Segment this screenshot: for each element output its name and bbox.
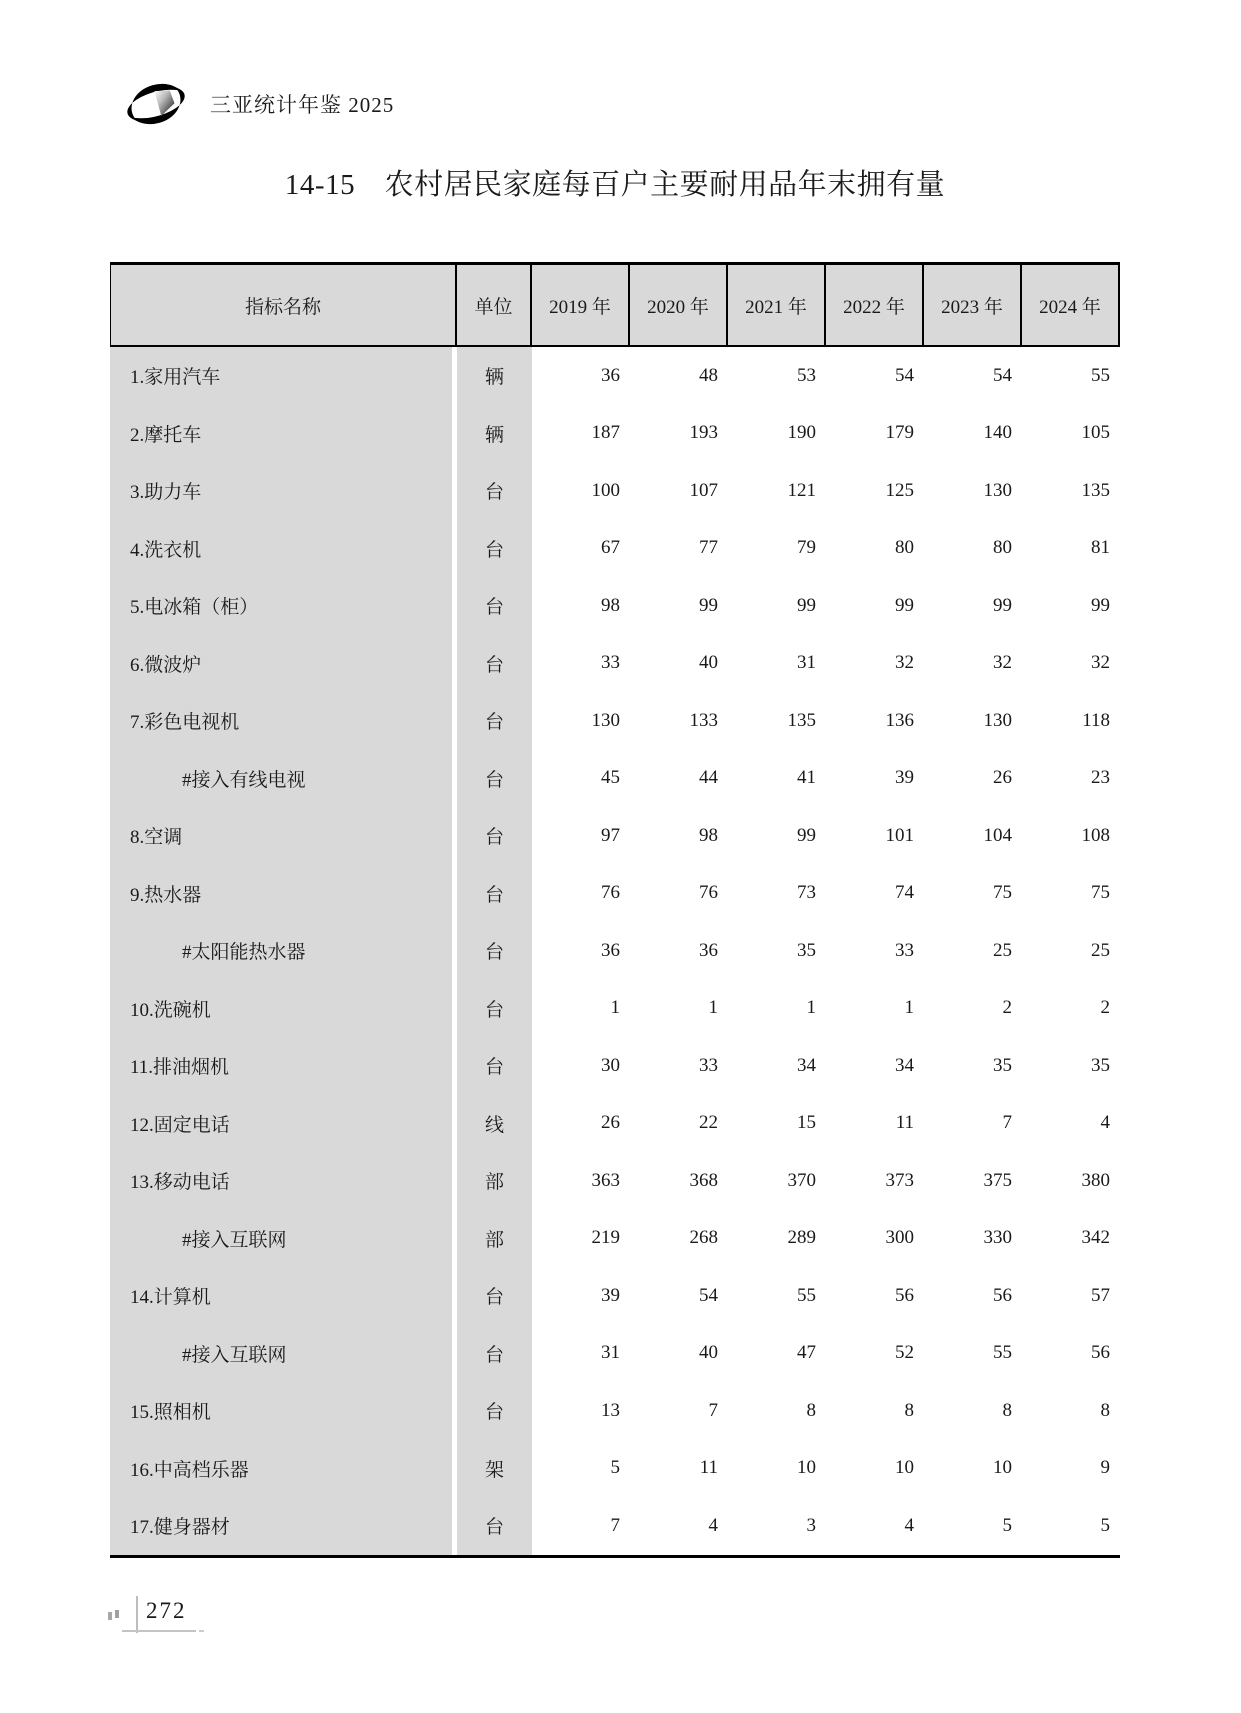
value-cell: 105 xyxy=(1081,422,1110,444)
indicator-cell: 7.彩色电视机 xyxy=(110,692,457,750)
value-cell: 97 xyxy=(601,824,620,846)
table-row xyxy=(110,750,1120,808)
value-cell: 15 xyxy=(797,1112,816,1134)
value-cell: 330 xyxy=(983,1227,1012,1249)
value-cell: 53 xyxy=(797,364,816,386)
unit-cell: 台 xyxy=(457,1382,532,1440)
indicator-cell: 15.照相机 xyxy=(110,1382,457,1440)
value-cell: 55 xyxy=(797,1284,816,1306)
unit-cell: 台 xyxy=(457,577,532,635)
table-row xyxy=(110,922,1120,980)
table-row xyxy=(110,980,1120,1038)
column-header-year: 2024 年 xyxy=(1022,262,1120,347)
value-cell: 8 xyxy=(1100,1399,1110,1421)
crop-mark-dash xyxy=(199,1630,204,1632)
value-cell: 300 xyxy=(885,1227,914,1249)
value-cell: 75 xyxy=(1091,882,1110,904)
column-header-year: 2023 年 xyxy=(924,262,1022,347)
unit-cell: 台 xyxy=(457,980,532,1038)
value-cell: 108 xyxy=(1081,824,1110,846)
unit-cell: 台 xyxy=(457,1037,532,1095)
value-cell: 179 xyxy=(885,422,914,444)
value-cell: 36 xyxy=(601,939,620,961)
table-row xyxy=(110,1325,1120,1383)
unit-cell: 台 xyxy=(457,635,532,693)
value-cell: 1 xyxy=(610,997,620,1019)
table-row xyxy=(110,462,1120,520)
value-cell: 57 xyxy=(1091,1284,1110,1306)
indicator-cell: #接入互联网 xyxy=(110,1325,457,1383)
value-cell: 35 xyxy=(1091,1054,1110,1076)
indicator-cell: 6.微波炉 xyxy=(110,635,457,693)
indicator-cell: 3.助力车 xyxy=(110,462,457,520)
value-cell: 48 xyxy=(699,364,718,386)
unit-cell: 部 xyxy=(457,1210,532,1268)
unit-cell: 台 xyxy=(457,922,532,980)
table-row xyxy=(110,520,1120,578)
indicator-cell: 8.空调 xyxy=(110,807,457,865)
table-row xyxy=(110,1095,1120,1153)
indicator-cell: #接入互联网 xyxy=(110,1210,457,1268)
value-cell: 40 xyxy=(699,1342,718,1364)
value-cell: 268 xyxy=(689,1227,718,1249)
value-cell: 76 xyxy=(699,882,718,904)
value-cell: 219 xyxy=(591,1227,620,1249)
value-cell: 81 xyxy=(1091,537,1110,559)
value-cell: 99 xyxy=(1091,594,1110,616)
value-cell: 33 xyxy=(601,652,620,674)
indicator-cell: 2.摩托车 xyxy=(110,405,457,463)
value-cell: 26 xyxy=(993,767,1012,789)
value-cell: 55 xyxy=(993,1342,1012,1364)
table-row xyxy=(110,347,1120,405)
value-cell: 136 xyxy=(885,709,914,731)
value-cell: 35 xyxy=(993,1054,1012,1076)
value-cell: 11 xyxy=(895,1112,914,1134)
value-cell: 380 xyxy=(1081,1169,1110,1191)
value-cell: 1 xyxy=(708,997,718,1019)
indicator-cell: #太阳能热水器 xyxy=(110,922,457,980)
indicator-cell: 4.洗衣机 xyxy=(110,520,457,578)
unit-cell: 线 xyxy=(457,1095,532,1153)
value-cell: 4 xyxy=(1100,1112,1110,1134)
page-title: 14-15 农村居民家庭每百户主要耐用品年末拥有量 xyxy=(284,169,946,201)
value-cell: 55 xyxy=(1091,364,1110,386)
value-cell: 3 xyxy=(806,1514,816,1536)
table-row xyxy=(110,577,1120,635)
value-cell: 125 xyxy=(885,479,914,501)
value-cell: 77 xyxy=(699,537,718,559)
table-row xyxy=(110,692,1120,750)
value-cell: 289 xyxy=(787,1227,816,1249)
yearbook-logo-icon xyxy=(118,70,194,138)
value-cell: 342 xyxy=(1081,1227,1110,1249)
table-row xyxy=(110,1440,1120,1498)
value-cell: 56 xyxy=(1091,1342,1110,1364)
brand-title: 三亚统计年鉴 2025 xyxy=(210,93,395,117)
table-row xyxy=(110,635,1120,693)
value-cell: 99 xyxy=(895,594,914,616)
value-cell: 22 xyxy=(699,1112,718,1134)
unit-cell: 辆 xyxy=(457,405,532,463)
value-cell: 41 xyxy=(797,767,816,789)
value-cell: 31 xyxy=(797,652,816,674)
value-cell: 9 xyxy=(1100,1457,1110,1479)
value-cell: 1 xyxy=(806,997,816,1019)
unit-cell: 台 xyxy=(457,807,532,865)
value-cell: 74 xyxy=(895,882,914,904)
indicator-cell: 1.家用汽车 xyxy=(110,347,457,405)
value-cell: 8 xyxy=(904,1399,914,1421)
value-cell: 33 xyxy=(699,1054,718,1076)
value-cell: 1 xyxy=(904,997,914,1019)
value-cell: 101 xyxy=(885,824,914,846)
value-cell: 11 xyxy=(699,1457,718,1479)
value-cell: 8 xyxy=(806,1399,816,1421)
column-header-year: 2019 年 xyxy=(532,262,630,347)
value-cell: 118 xyxy=(1082,709,1110,731)
value-cell: 135 xyxy=(1081,479,1110,501)
value-cell: 39 xyxy=(601,1284,620,1306)
value-cell: 370 xyxy=(787,1169,816,1191)
value-cell: 99 xyxy=(993,594,1012,616)
column-header-indicator: 指标名称 xyxy=(110,262,457,347)
unit-cell: 台 xyxy=(457,692,532,750)
durables-ownership-table xyxy=(110,262,1120,1558)
unit-cell: 台 xyxy=(457,1497,532,1555)
value-cell: 56 xyxy=(895,1284,914,1306)
value-cell: 363 xyxy=(591,1169,620,1191)
unit-cell: 辆 xyxy=(457,347,532,405)
column-header-unit: 单位 xyxy=(457,262,532,347)
value-cell: 67 xyxy=(601,537,620,559)
value-cell: 30 xyxy=(601,1054,620,1076)
value-cell: 130 xyxy=(983,709,1012,731)
table-header xyxy=(110,262,1120,347)
header-row xyxy=(110,262,1120,347)
value-cell: 99 xyxy=(699,594,718,616)
value-cell: 5 xyxy=(610,1457,620,1479)
value-cell: 187 xyxy=(591,422,620,444)
printer-registration-mark-icon xyxy=(108,1612,112,1620)
value-cell: 10 xyxy=(797,1457,816,1479)
indicator-cell: 13.移动电话 xyxy=(110,1152,457,1210)
indicator-cell: 11.排油烟机 xyxy=(110,1037,457,1095)
unit-cell: 台 xyxy=(457,750,532,808)
page-number: 272 xyxy=(146,1598,187,1623)
indicator-cell: 17.健身器材 xyxy=(110,1497,457,1555)
unit-cell: 台 xyxy=(457,865,532,923)
value-cell: 7 xyxy=(610,1514,620,1536)
unit-cell: 台 xyxy=(457,462,532,520)
value-cell: 33 xyxy=(895,939,914,961)
value-cell: 135 xyxy=(787,709,816,731)
value-cell: 368 xyxy=(689,1169,718,1191)
value-cell: 26 xyxy=(601,1112,620,1134)
indicator-cell: 5.电冰箱（柜） xyxy=(110,577,457,635)
value-cell: 7 xyxy=(1002,1112,1012,1134)
column-header-year: 2021 年 xyxy=(728,262,826,347)
unit-cell: 台 xyxy=(457,520,532,578)
value-cell: 4 xyxy=(708,1514,718,1536)
value-cell: 54 xyxy=(699,1284,718,1306)
value-cell: 5 xyxy=(1002,1514,1012,1536)
value-cell: 130 xyxy=(983,479,1012,501)
value-cell: 107 xyxy=(689,479,718,501)
value-cell: 98 xyxy=(601,594,620,616)
value-cell: 193 xyxy=(689,422,718,444)
value-cell: 32 xyxy=(993,652,1012,674)
value-cell: 25 xyxy=(993,939,1012,961)
crop-mark-vertical xyxy=(136,1596,138,1633)
value-cell: 99 xyxy=(797,594,816,616)
value-cell: 34 xyxy=(797,1054,816,1076)
value-cell: 104 xyxy=(983,824,1012,846)
value-cell: 34 xyxy=(895,1054,914,1076)
value-cell: 54 xyxy=(895,364,914,386)
value-cell: 10 xyxy=(993,1457,1012,1479)
value-cell: 7 xyxy=(708,1399,718,1421)
table-row xyxy=(110,1497,1120,1555)
indicator-cell: 16.中高档乐器 xyxy=(110,1440,457,1498)
value-cell: 80 xyxy=(993,537,1012,559)
value-cell: 32 xyxy=(895,652,914,674)
unit-cell: 台 xyxy=(457,1325,532,1383)
table-row xyxy=(110,807,1120,865)
value-cell: 52 xyxy=(895,1342,914,1364)
crop-mark-horizontal xyxy=(122,1630,196,1632)
value-cell: 130 xyxy=(591,709,620,731)
table-row xyxy=(110,1382,1120,1440)
value-cell: 73 xyxy=(797,882,816,904)
table-row xyxy=(110,1267,1120,1325)
indicator-cell: #接入有线电视 xyxy=(110,750,457,808)
table-row xyxy=(110,1210,1120,1268)
value-cell: 54 xyxy=(993,364,1012,386)
value-cell: 13 xyxy=(601,1399,620,1421)
value-cell: 31 xyxy=(601,1342,620,1364)
unit-cell: 部 xyxy=(457,1152,532,1210)
value-cell: 36 xyxy=(699,939,718,961)
value-cell: 36 xyxy=(601,364,620,386)
value-cell: 121 xyxy=(787,479,816,501)
value-cell: 44 xyxy=(699,767,718,789)
value-cell: 39 xyxy=(895,767,914,789)
value-cell: 25 xyxy=(1091,939,1110,961)
indicator-cell: 10.洗碗机 xyxy=(110,980,457,1038)
value-cell: 80 xyxy=(895,537,914,559)
value-cell: 75 xyxy=(993,882,1012,904)
value-cell: 32 xyxy=(1091,652,1110,674)
value-cell: 2 xyxy=(1002,997,1012,1019)
table-row xyxy=(110,1037,1120,1095)
value-cell: 190 xyxy=(787,422,816,444)
value-cell: 40 xyxy=(699,652,718,674)
value-cell: 8 xyxy=(1002,1399,1012,1421)
value-cell: 5 xyxy=(1100,1514,1110,1536)
unit-cell: 台 xyxy=(457,1267,532,1325)
value-cell: 23 xyxy=(1091,767,1110,789)
value-cell: 133 xyxy=(689,709,718,731)
value-cell: 375 xyxy=(983,1169,1012,1191)
table-body xyxy=(110,347,1120,1555)
value-cell: 47 xyxy=(797,1342,816,1364)
value-cell: 45 xyxy=(601,767,620,789)
indicator-cell: 12.固定电话 xyxy=(110,1095,457,1153)
value-cell: 35 xyxy=(797,939,816,961)
value-cell: 100 xyxy=(591,479,620,501)
value-cell: 56 xyxy=(993,1284,1012,1306)
column-header-year: 2020 年 xyxy=(630,262,728,347)
value-cell: 98 xyxy=(699,824,718,846)
table-row xyxy=(110,865,1120,923)
value-cell: 76 xyxy=(601,882,620,904)
brand-header xyxy=(118,70,394,138)
column-header-year: 2022 年 xyxy=(826,262,924,347)
table-row xyxy=(110,1152,1120,1210)
value-cell: 140 xyxy=(983,422,1012,444)
value-cell: 4 xyxy=(904,1514,914,1536)
unit-cell: 架 xyxy=(457,1440,532,1498)
table-row xyxy=(110,405,1120,463)
value-cell: 99 xyxy=(797,824,816,846)
value-cell: 373 xyxy=(885,1169,914,1191)
value-cell: 10 xyxy=(895,1457,914,1479)
value-cell: 2 xyxy=(1100,997,1110,1019)
value-cell: 79 xyxy=(797,537,816,559)
indicator-cell: 9.热水器 xyxy=(110,865,457,923)
indicator-cell: 14.计算机 xyxy=(110,1267,457,1325)
